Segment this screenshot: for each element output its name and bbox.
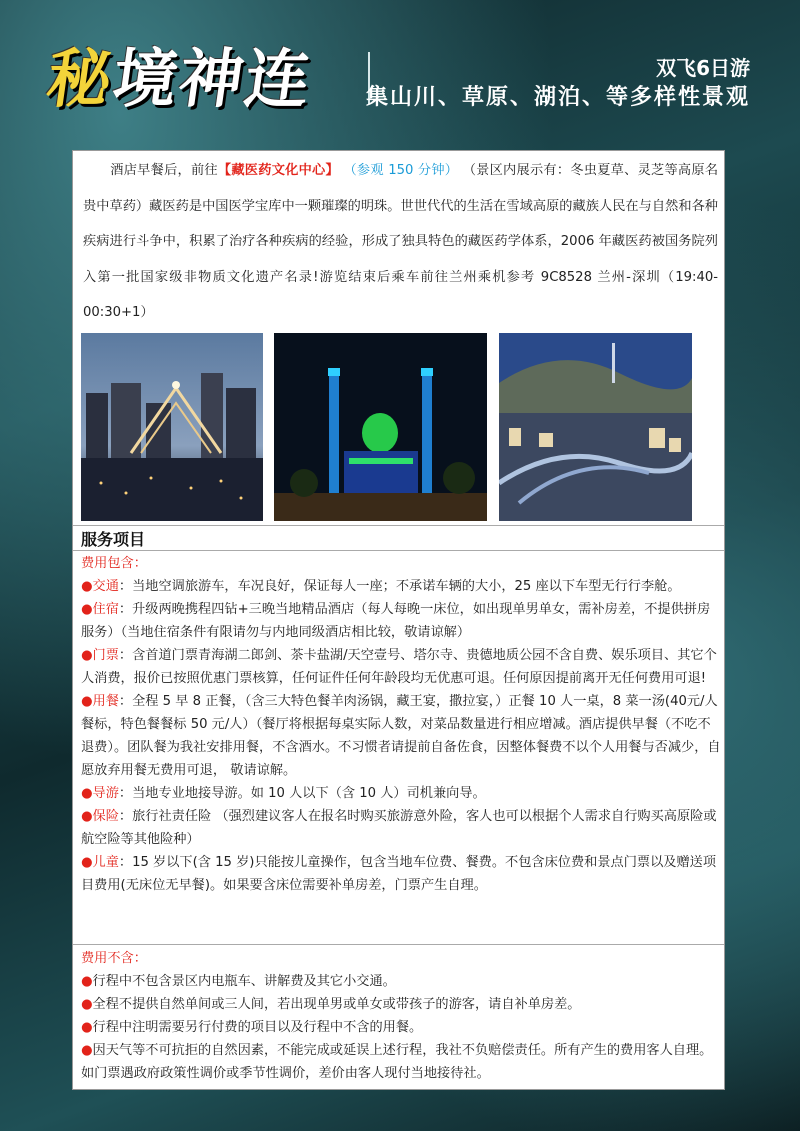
- intro-duration: （参观 150 分钟）: [343, 163, 459, 178]
- bullet-icon: ●: [81, 786, 93, 801]
- bullet-icon: ●: [81, 579, 93, 594]
- logo-first-char: 秘: [41, 42, 119, 117]
- page-header: [0, 0, 800, 125]
- item-text: ：升级两晚携程四钻+三晚当地精品酒店（每人每晚一床位，如出现单男单女，需补房差，不提供拼房服务）（当地住宿条件有限请勿与内地同级酒店相比较，敬请谅解）: [81, 602, 711, 640]
- intro-text-2: （景区内展示有：冬虫夏草、灵芝等高原名贵中草药）藏医药是中国医学宝库中一颗璀璨的明珠。世世代代的生活在雪域高原的藏族人民在与自然和各种疾病进行斗争中，积累了治疗各种疾病的经验，形成了独具特色的藏医药学体系，2006 年藏医药被国务院列入第一批国家级非物质文化遗产名录!游览结束后乘车前往兰州乘机参考 9C8528 兰州-深圳（19:40-00:30+1）: [83, 163, 719, 320]
- excluded-list: [81, 947, 721, 1085]
- item-text: ：当地专业地接导游。如 10 人以下（含 10 人）司机兼向导。: [118, 786, 486, 801]
- bullet-icon: ●: [81, 648, 93, 663]
- item-text: 行程中不包含景区内电瓶车、讲解费及其它小交通。: [92, 974, 396, 989]
- bullet-icon: ●: [81, 694, 93, 709]
- item-text: 因天气等不可抗拒的自然因素，不能完成或延误上述行程，我社不负赔偿责任。所有产生的费用客人自理。如门票遇政府政策性调价或季节性调价，差价由客人现付当地接待社。: [81, 1043, 713, 1081]
- item-label: 导游: [92, 786, 119, 801]
- excluded-item: [81, 1016, 721, 1039]
- section-divider-1: [73, 525, 724, 526]
- subtitle-bottom: 集山川、草原、湖泊、等多样性景观: [365, 85, 750, 110]
- item-text: ：全程 5 早 8 正餐，（含三大特色餐羊肉汤锅，藏王宴，撒拉宴，）正餐 10 人一桌，8 菜一汤(40元/人餐标，特色餐餐标 50 元/人）（餐厅将根据每桌实际人数，对菜品数量进行相应增减。酒店提供早餐（不吃不退费）。团队餐为我社安排用餐，不含酒水。不习惯者请提前自备佐食，因整体餐费不以个人用餐与否减少，自愿放弃用餐无费用可退， 敬请谅解。: [81, 694, 721, 778]
- item-text: ：含首道门票青海湖二郎剑、茶卡盐湖/天空壹号、塔尔寺、贵德地质公园不含自费、娱乐项目、其它个人消费，报价已按照优惠门票核算，任何证件任何年龄段均无优惠可退。任何原因提前离开无任何费用可退!: [81, 648, 717, 686]
- photo-bridge-night: [81, 333, 263, 521]
- included-item-lodging: [81, 598, 721, 644]
- included-item-meals: [81, 690, 721, 782]
- logo-rest: 境神连: [107, 42, 317, 117]
- included-list: [81, 552, 721, 897]
- bullet-icon: ●: [81, 855, 93, 870]
- content-card: [72, 150, 725, 1090]
- included-item-guide: [81, 782, 721, 805]
- subtitle-top: 双飞6日游: [656, 56, 750, 80]
- excluded-item: [81, 1039, 721, 1085]
- item-text: 全程不提供自然单间或三人间，若出现单男或单女或带孩子的游客，请自补单房差。: [92, 997, 581, 1012]
- intro-paragraph: [83, 153, 718, 331]
- section-divider-2: [73, 550, 724, 551]
- included-item-transport: [81, 575, 721, 598]
- excluded-heading: 费用不含：: [81, 951, 147, 966]
- included-item-tickets: [81, 644, 721, 690]
- bullet-icon: ●: [81, 809, 93, 824]
- bullet-icon: ●: [81, 602, 93, 617]
- excluded-item: [81, 970, 721, 993]
- section-divider-3: [73, 944, 724, 945]
- item-label: 用餐: [92, 694, 119, 709]
- item-text: ：旅行社责任险 （强烈建议客人在报名时购买旅游意外险，客人也可以根据个人需求自行购买高原险或航空险等其他险种）: [81, 809, 717, 847]
- photo-row: [81, 333, 721, 521]
- bullet-icon: ●: [81, 974, 93, 989]
- included-heading: 费用包含：: [81, 556, 147, 571]
- excluded-item: [81, 993, 721, 1016]
- bullet-icon: ●: [81, 1020, 93, 1035]
- intro-text-1: 酒店早餐后，前往: [110, 163, 218, 178]
- photo-city-aerial: [499, 333, 692, 521]
- item-label: 门票: [92, 648, 119, 663]
- item-text: ：当地空调旅游车，车况良好，保证每人一座；不承诺车辆的大小，25 座以下车型无行行李舱。: [118, 579, 681, 594]
- intro-highlight: 【藏医药文化中心】: [217, 163, 339, 178]
- photo-mosque-night: [274, 333, 487, 521]
- included-item-insurance: [81, 805, 721, 851]
- included-item-children: [81, 851, 721, 897]
- item-text: 行程中注明需要另行付费的项目以及行程中不含的用餐。: [92, 1020, 423, 1035]
- item-text: ：15 岁以下(含 15 岁)只能按儿童操作，包含当地车位费、餐费。不包含床位费和景点门票以及赠送项目费用(无床位无早餐)。如果要含床位需要补单房差，门票产生自理。: [81, 855, 717, 893]
- item-label: 保险: [92, 809, 119, 824]
- logo-title: [42, 28, 319, 120]
- item-label: 住宿: [92, 602, 119, 617]
- bullet-icon: ●: [81, 1043, 93, 1058]
- item-label: 交通: [92, 579, 119, 594]
- services-title: 服务项目: [81, 530, 146, 549]
- item-label: 儿童: [92, 855, 119, 870]
- bullet-icon: ●: [81, 997, 93, 1012]
